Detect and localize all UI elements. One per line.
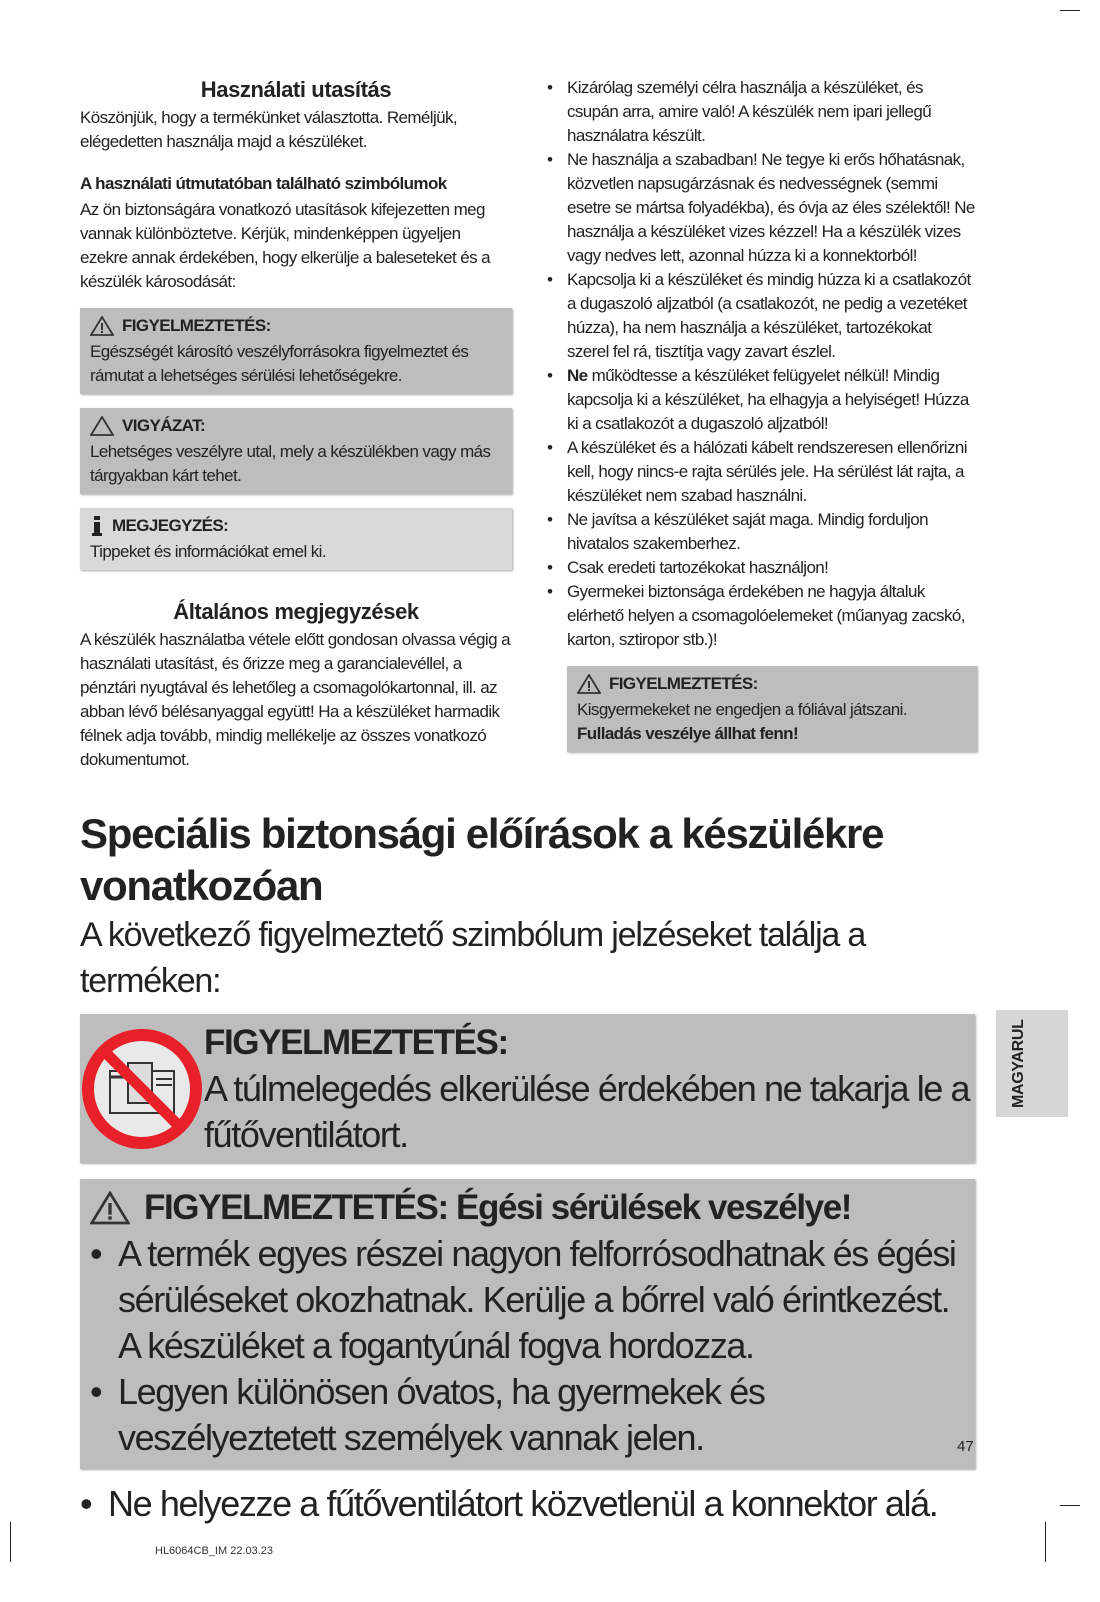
list-item [545, 364, 977, 436]
crop-mark [1060, 1505, 1080, 1506]
symbols-heading: A használati útmutatóban található szimbólumok [80, 174, 447, 193]
left-column [80, 78, 512, 772]
list-item: • Kapcsolja ki a készüléket és mindig húzza ki a csatlakozót a dugaszoló aljzatból (a csatlakozót, ne pedig a vezetéket húzza), ha nem használja a készüléket, tartozékokat szerel fel rá, tisztítja vagy zavart észlel. [545, 268, 977, 364]
warning-triangle-icon [577, 674, 601, 694]
warning-triangle-icon [90, 1191, 130, 1225]
right-column [545, 76, 977, 752]
caution-text: Lehetséges veszélyre utal, mely a készülékben vagy más tárgyakban kárt tehet. [90, 442, 491, 485]
section-title: Használati utasítás [200, 77, 392, 102]
list-item: • Ne javítsa a készüléket saját maga. Mindig forduljon hivatalos szakemberhez. [545, 508, 977, 556]
list-item: • Ne használja a szabadban! Ne tegye ki erős hőhatásnak, közvetlen napsugárzásnak és nedvességnek (semmi esetre se mártsa folyadékba), és óvja az éles szélektől! Ne használja a készüléket vizes kézzel! Ha a készülék vizes vagy nedves lett, azonnal húzza ki a konnektorból! [545, 148, 977, 268]
child-warning-text: Kisgyermekeket ne engedjen a fóliával játszani. [577, 700, 907, 719]
safety-list [545, 76, 977, 652]
child-warning-box [567, 666, 977, 752]
note-box [80, 508, 512, 570]
crop-mark [10, 1522, 11, 1562]
child-warning-bold: Fulladás veszélye állhat fenn! [577, 724, 799, 743]
general-text: A készülék használatba vétele előtt gondosan olvassa végig a használati utasítást, és őrizze meg a garancialevéllel, a pénztári nyugtával és lehetőleg a csomagolókartonnal, ill. az abban lévő bélésanyaggal együtt! Ha a készüléket harmadik félnek adja tovább, mindig mellékelje az összes vonatkozó dokumentumot. [80, 630, 510, 769]
note-title: MEGJEGYZÉS: [112, 516, 229, 535]
warning-text: Egészségét károsító veszélyforrásokra figyelmeztet és rámutat a lehetséges sérülési lehetőségekre. [90, 342, 469, 385]
caution-box [80, 408, 512, 494]
crop-mark [1060, 10, 1080, 11]
caution-title: VIGYÁZAT: [122, 416, 206, 435]
note-text: Tippeket és információkat emel ki. [90, 542, 326, 561]
list-item: • A készüléket és a hálózati kábelt rendszeresen ellenőrizni kell, hogy nincs-e rajta sérülés jele. Ha sérülést lát rajta, a készüléket nem szabad használni. [545, 436, 977, 508]
list-item: • Legyen különösen óvatos, ha gyermekek és veszélyeztetett személyek vannak jelen. [90, 1369, 965, 1461]
overheat-title: FIGYELMEZTETÉS: [204, 1023, 508, 1062]
list-item: • Csak eredeti tartozékokat használjon! [545, 556, 977, 580]
overheat-warning-box [80, 1014, 975, 1163]
special-subtitle: A következő figyelmeztető szimbólum jelzéseket találja a terméken: [80, 916, 866, 1000]
page-number: 47 [957, 1438, 974, 1455]
symbols-text: Az ön biztonságára vonatkozó utasítások kifejezetten meg vannak különböztetve. Kérjük, mindenképpen ügyeljen ezekre annak érdekében, hogy elkerülje a baleseteket és a készülék károsodását: [80, 200, 490, 291]
list-item: • Gyermekei biztonsága érdekében ne hagyja általuk elérhető helyen a csomagolóelemeket (műanyag zacskó, karton, sztiropor stb.)! [545, 580, 977, 652]
crop-mark [1045, 1522, 1046, 1562]
burn-title: FIGYELMEZTETÉS: Égési sérülések veszélye! [144, 1188, 852, 1227]
bold-ne: Ne [567, 366, 588, 385]
child-warning-title: FIGYELMEZTETÉS: [609, 674, 758, 693]
special-section [80, 808, 975, 1527]
general-title: Általános megjegyzések [173, 599, 419, 624]
warning-triangle-icon [90, 316, 114, 336]
footer-code: HL6064CB_IM 22.03.23 [155, 1545, 274, 1557]
warning-box [80, 308, 512, 394]
burn-warning-box [80, 1179, 975, 1469]
special-title: Speciális biztonsági előírások a készülékre vonatkozóan [80, 810, 884, 909]
caution-triangle-icon [90, 416, 114, 436]
intro-text: Köszönjük, hogy a termékünket választotta. Reméljük, elégedetten használja majd a készüléket. [80, 108, 457, 151]
list-item: • Ne helyezze a fűtőventilátort közvetlenül a konnektor alá. [80, 1481, 975, 1527]
list-item: • Kizárólag személyi célra használja a készüléket, és csupán arra, amire való! A készülék nem ipari jellegű használatra készült. [545, 76, 977, 148]
list-item: • A termék egyes részei nagyon felforrósodhatnak és égési sérüléseket okozhatnak. Kerülje a bőrrel való érintkezést. A készüléket a fogantyúnál fogva hordozza. [90, 1231, 965, 1369]
info-icon [90, 515, 104, 537]
warning-title: FIGYELMEZTETÉS: [122, 316, 271, 335]
language-tab-label: MAGYARUL [1010, 1019, 1027, 1108]
do-not-cover-icon [80, 1027, 204, 1151]
overheat-text: A túlmelegedés elkerülése érdekében ne takarja le a fűtőventilátort. [204, 1068, 970, 1155]
language-tab [996, 1010, 1068, 1117]
list-item-text: működtesse a készüléket felügyelet nélkül! Mindig kapcsolja ki a készüléket, ha elhagyja a helyiséget! Húzza ki a csatlakozót a dugaszoló aljzatból! [567, 366, 969, 433]
